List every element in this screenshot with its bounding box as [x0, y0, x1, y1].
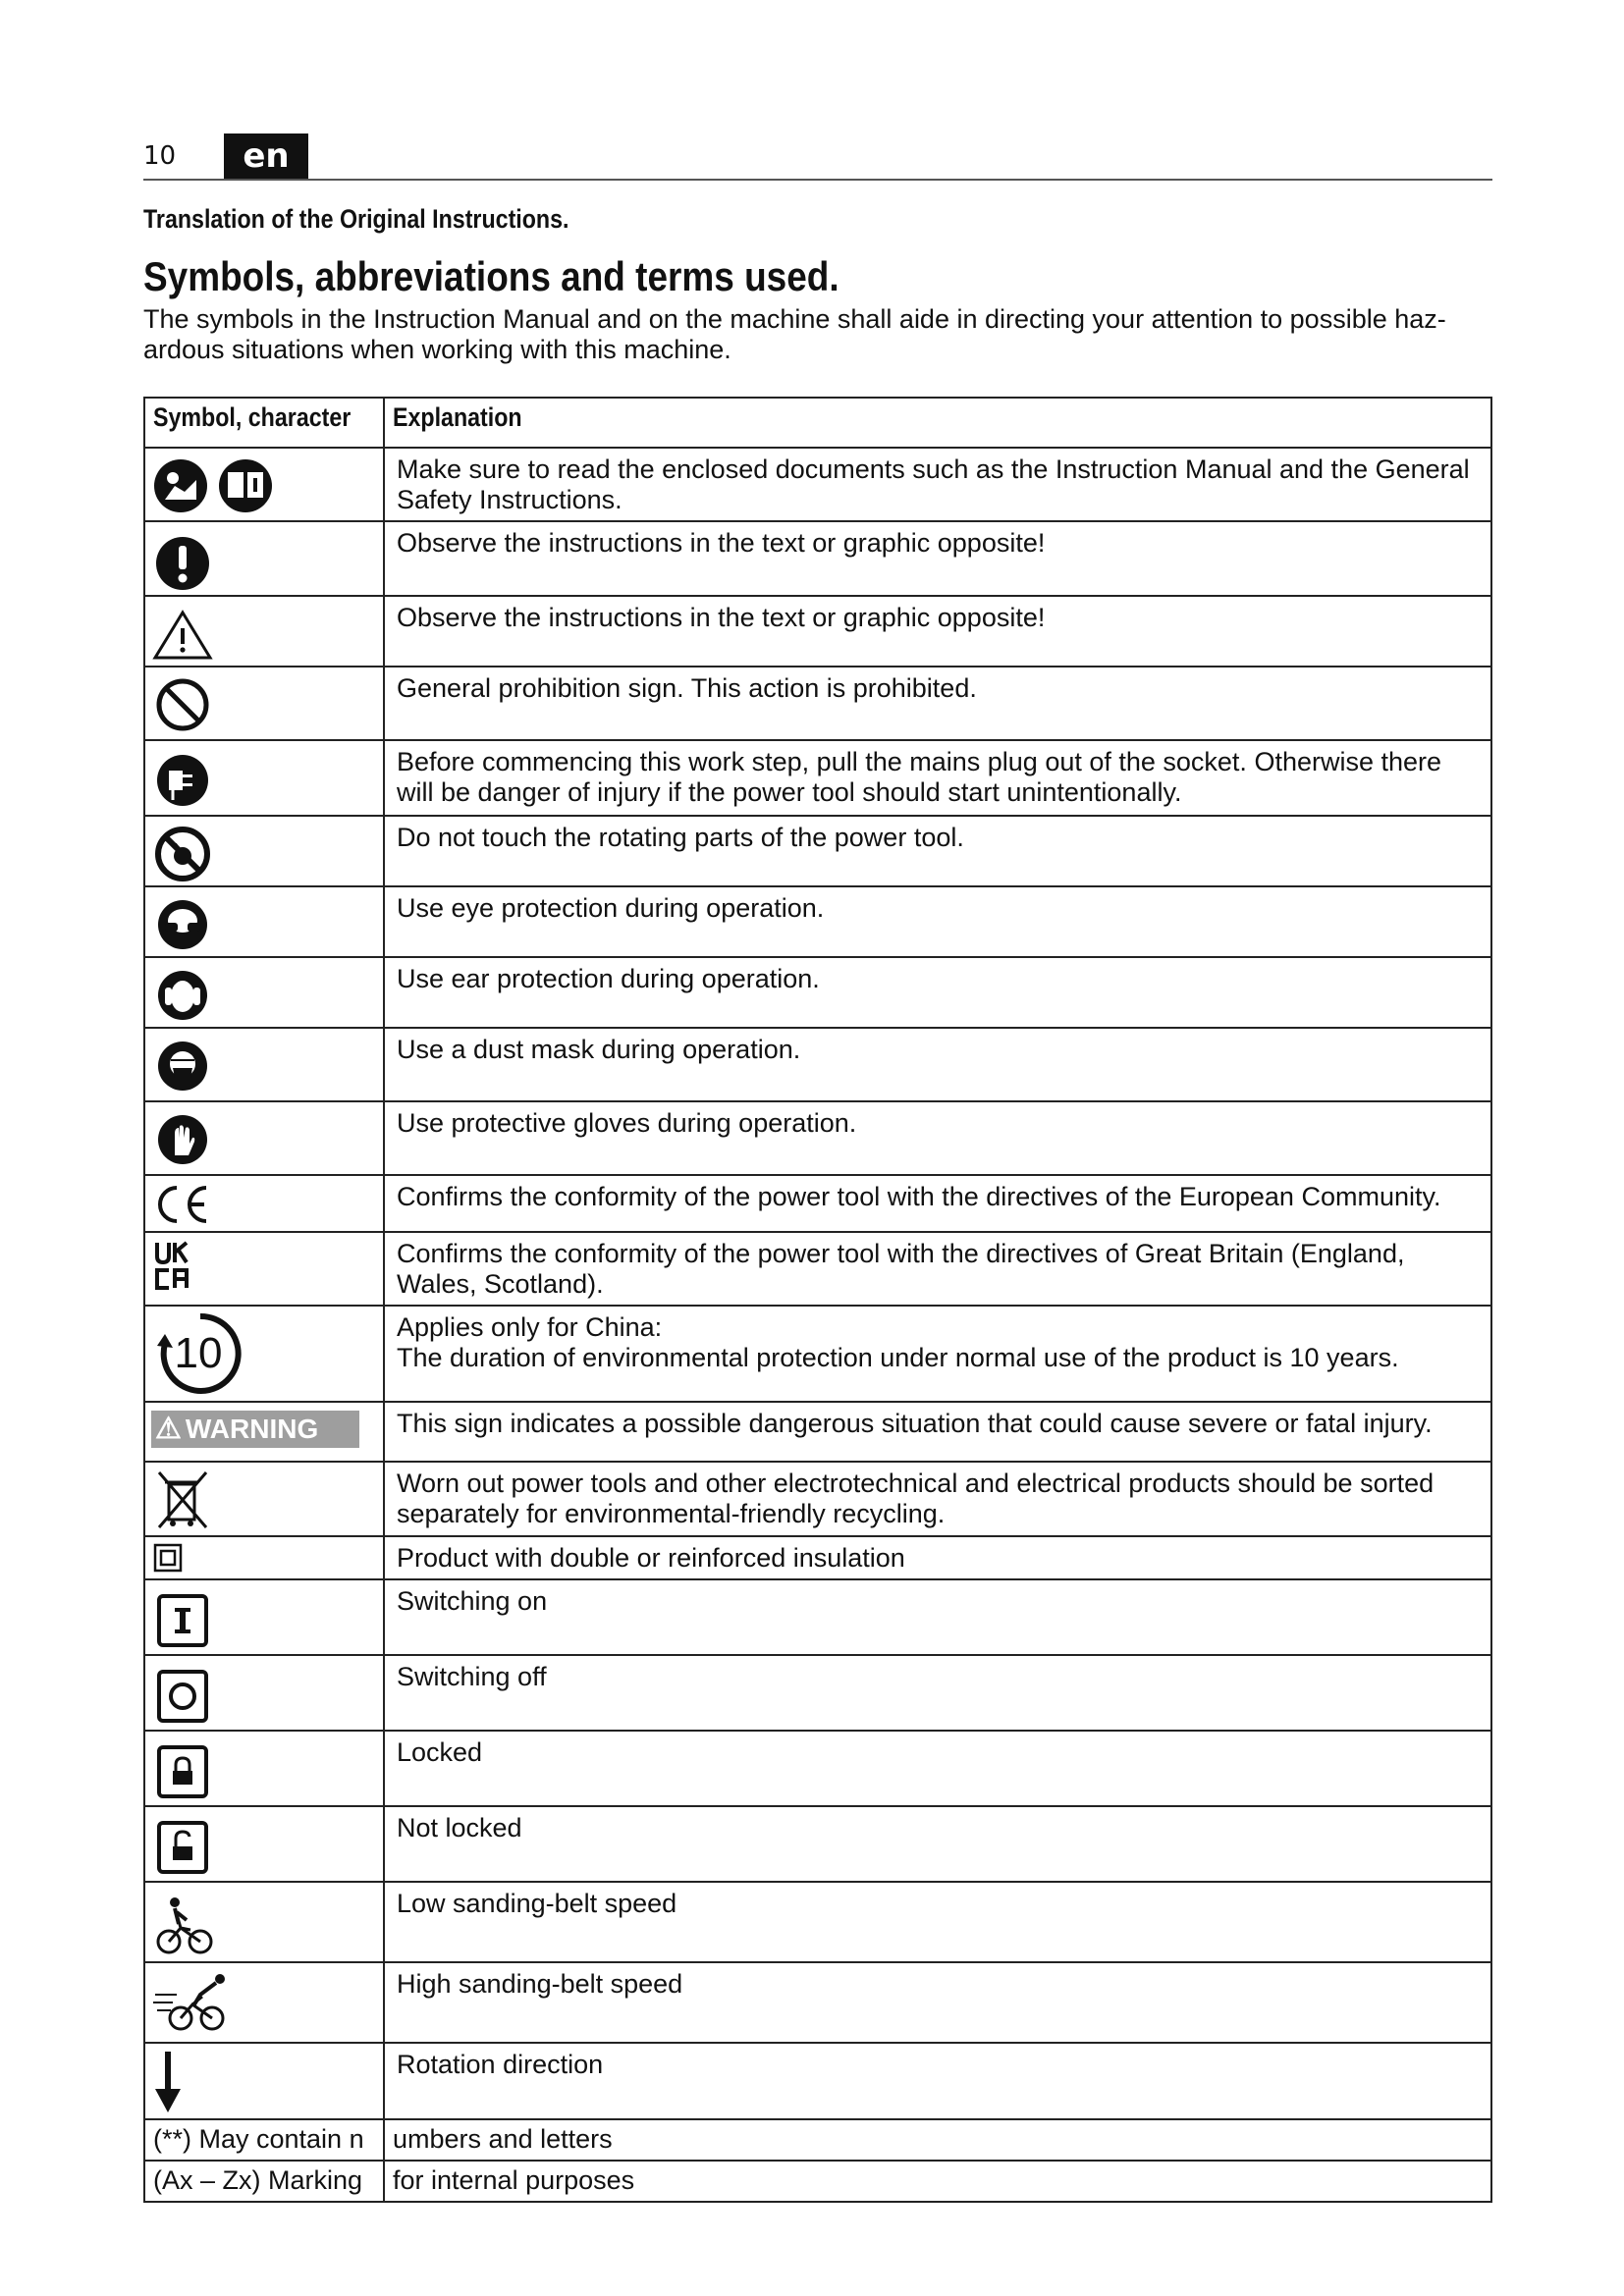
warning-triangle-small-icon: ⚠ — [155, 1413, 182, 1445]
weee-bin-icon — [151, 1465, 216, 1533]
warning-triangle-icon — [151, 599, 216, 664]
translation-note: Translation of the Original Instructions. — [143, 204, 569, 234]
ear-protection-icon — [151, 960, 216, 1025]
footnote-left: (**) May contain n — [144, 2119, 384, 2161]
switch-on-icon — [151, 1582, 216, 1651]
table-row — [144, 1962, 1491, 2043]
locked-icon — [151, 1734, 216, 1802]
page-number: 10 — [143, 141, 177, 171]
explanation-cell: Use a dust mask during operation. — [384, 1028, 1491, 1101]
explanation-line-2: The duration of environmental protection under normal use of the product is 10 years. — [397, 1343, 1399, 1372]
explanation-cell: Make sure to read the enclosed documents such as the Instruction Manual and the General Safety Instructions. — [384, 448, 1491, 521]
warning-label-text: WARNING — [185, 1414, 319, 1444]
explanation-cell: Use eye protection during operation. — [384, 886, 1491, 957]
ukca-mark-icon — [151, 1235, 216, 1300]
table-row — [144, 1462, 1491, 1536]
table-row — [144, 1306, 1491, 1402]
explanation-cell: Observe the instructions in the text or graphic opposite! — [384, 596, 1491, 667]
explanation-cell: Low sanding-belt speed — [384, 1882, 1491, 1962]
read-manual-icon — [151, 451, 279, 515]
explanation-cell: Do not touch the rotating parts of the power tool. — [384, 816, 1491, 886]
table-row — [144, 740, 1491, 816]
footnote-left: (Ax – Zx) Marking — [144, 2161, 384, 2202]
explanation-cell: Use ear protection during operation. — [384, 957, 1491, 1028]
explanation-cell: Use protective gloves during operation. — [384, 1101, 1491, 1175]
gloves-icon — [151, 1104, 216, 1169]
table-row — [144, 1579, 1491, 1655]
table-row — [144, 1882, 1491, 1962]
table-row — [144, 886, 1491, 957]
china-10-years-icon — [151, 1308, 249, 1399]
page-title: Symbols, abbreviations and terms used. — [143, 253, 839, 299]
explanation-cell: Confirms the conformity of the power tool with the directives of the European Community. — [384, 1175, 1491, 1232]
explanation-line-1: Applies only for China: — [397, 1312, 663, 1342]
table-row — [144, 1175, 1491, 1232]
table-row — [144, 521, 1491, 596]
explanation-cell: Switching off — [384, 1655, 1491, 1731]
table-row — [144, 667, 1491, 740]
footnote-row — [144, 2161, 1491, 2202]
explanation-cell: Switching on — [384, 1579, 1491, 1655]
prohibition-icon — [151, 669, 216, 734]
table-header-row — [144, 398, 1491, 448]
footnote-right: for internal purposes — [384, 2161, 1491, 2202]
explanation-cell: Product with double or reinforced insulation — [384, 1536, 1491, 1579]
double-insulation-icon — [151, 1539, 190, 1575]
explanation-cell: This sign indicates a possible dangerous situation that could cause severe or fatal injury. — [384, 1402, 1491, 1462]
explanation-cell: Not locked — [384, 1806, 1491, 1882]
svg-text:10: 10 — [174, 1329, 223, 1377]
explanation-cell: Before commencing this work step, pull the mains plug out of the socket. Otherwise there will be danger of injury if the power tool should start unintentionally. — [384, 740, 1491, 816]
table-row — [144, 816, 1491, 886]
language-badge: en — [224, 133, 308, 179]
exclamation-icon — [151, 524, 216, 593]
high-speed-bicycle-icon — [151, 1965, 240, 2040]
explanation-cell: Locked — [384, 1731, 1491, 1806]
switch-off-icon — [151, 1658, 216, 1727]
header-explanation: Explanation — [384, 398, 1491, 448]
explanation-cell: Rotation direction — [384, 2043, 1491, 2119]
header-rule — [143, 179, 1492, 181]
table-row — [144, 2043, 1491, 2119]
table-row — [144, 1655, 1491, 1731]
table-row — [144, 448, 1491, 521]
no-touch-icon — [151, 819, 216, 883]
ce-mark-icon — [151, 1178, 216, 1229]
intro-paragraph: The symbols in the Instruction Manual and on the machine shall aide in directing your attention to possible haz- ardous situations when working with this machine. — [143, 304, 1446, 364]
table-row — [144, 1536, 1491, 1579]
explanation-cell: Confirms the conformity of the power tool with the directives of Great Britain (England, Wales, Scotland). — [384, 1232, 1491, 1306]
table-row — [144, 1232, 1491, 1306]
explanation-cell: High sanding-belt speed — [384, 1962, 1491, 2043]
low-speed-bicycle-icon — [151, 1885, 220, 1959]
unlocked-icon — [151, 1809, 216, 1878]
explanation-cell: Observe the instructions in the text or graphic opposite! — [384, 521, 1491, 596]
rotation-arrow-icon — [151, 2046, 190, 2116]
header-symbol: Symbol, character — [144, 398, 384, 448]
table-row — [144, 1101, 1491, 1175]
table-row — [144, 957, 1491, 1028]
footnote-right: umbers and letters — [384, 2119, 1491, 2161]
pull-plug-icon — [151, 743, 216, 812]
explanation-cell — [384, 1306, 1491, 1402]
symbols-table — [143, 397, 1492, 2203]
explanation-cell: Worn out power tools and other electrotechnical and electrical products should be sorted separately for environmental-friendly recycling. — [384, 1462, 1491, 1536]
warning-label-icon — [151, 1411, 359, 1448]
table-row — [144, 596, 1491, 667]
eye-protection-icon — [151, 889, 216, 954]
table-row — [144, 1806, 1491, 1882]
table-row — [144, 1731, 1491, 1806]
footnote-row — [144, 2119, 1491, 2161]
explanation-cell: General prohibition sign. This action is prohibited. — [384, 667, 1491, 740]
table-row — [144, 1402, 1491, 1462]
table-row — [144, 1028, 1491, 1101]
dust-mask-icon — [151, 1031, 216, 1095]
